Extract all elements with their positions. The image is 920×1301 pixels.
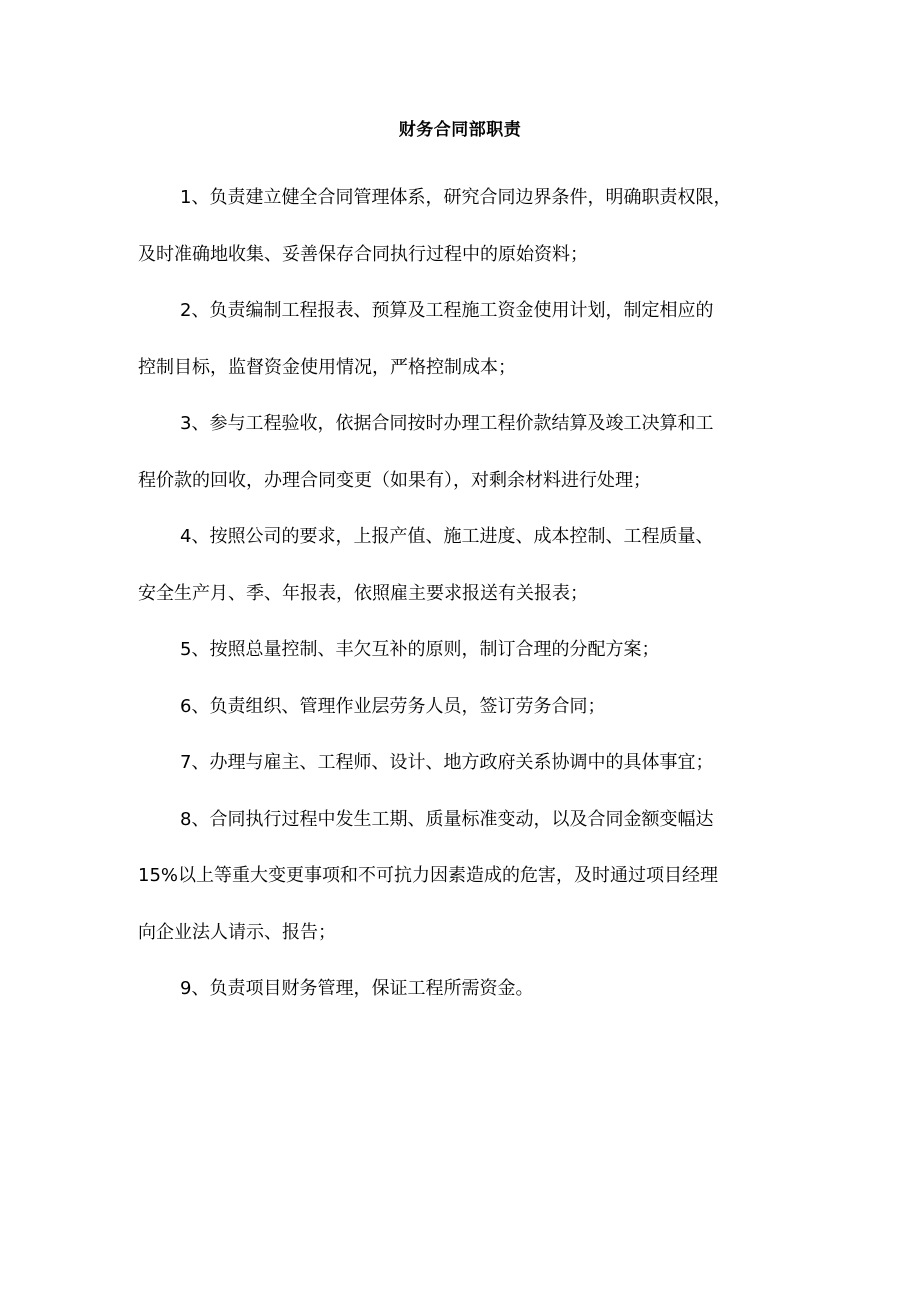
paragraph-line: 15%以上等重大变更事项和不可抗力因素造成的危害，及时通过项目经理	[138, 865, 719, 886]
paragraph-6	[138, 679, 788, 736]
paragraph-1	[138, 170, 788, 283]
paragraph-line: 程价款的回收，办理合同变更（如果有），对剩余材料进行处理；	[138, 469, 651, 491]
paragraph-7	[138, 735, 788, 792]
paragraph-3	[138, 396, 788, 509]
paragraph-line: 7、办理与雇主、工程师、设计、地方政府关系协调中的具体事宜；	[180, 752, 714, 773]
paragraph-line: 4、按照公司的要求，上报产值、施工进度、成本控制、工程质量、	[180, 526, 714, 547]
paragraph-line: 3、参与工程验收，依据合同按时办理工程价款结算及竣工决算和工	[180, 413, 714, 434]
paragraph-line: 2、负责编制工程报表、预算及工程施工资金使用计划，制定相应的	[180, 300, 714, 321]
paragraph-line: 8、合同执行过程中发生工期、质量标准变动，以及合同金额变幅达	[180, 808, 714, 830]
paragraph-line: 安全生产月、季、年报表，依照雇主要求报送有关报表；	[138, 582, 588, 604]
document-body	[138, 170, 788, 1018]
document-title: 财务合同部职责	[398, 120, 522, 140]
paragraph-line: 5、按照总量控制、丰欠互补的原则，制订合理的分配方案；	[180, 639, 660, 660]
paragraph-2	[138, 283, 788, 396]
paragraph-5	[138, 622, 788, 679]
paragraph-8	[138, 792, 788, 962]
paragraph-line: 控制目标，监督资金使用情况，严格控制成本；	[138, 356, 516, 378]
paragraph-line: 及时准确地收集、妥善保存合同执行过程中的原始资料；	[138, 243, 588, 265]
paragraph-line: 9、负责项目财务管理，保证工程所需资金。	[180, 978, 534, 999]
paragraph-line: 向企业法人请示、报告；	[138, 921, 336, 943]
paragraph-9	[138, 961, 788, 1018]
paragraph-line: 6、负责组织、管理作业层劳务人员，签订劳务合同；	[180, 695, 606, 717]
paragraph-line: 1、负责建立健全合同管理体系，研究合同边界条件，明确职责权限，	[180, 187, 732, 208]
paragraph-4	[138, 509, 788, 622]
